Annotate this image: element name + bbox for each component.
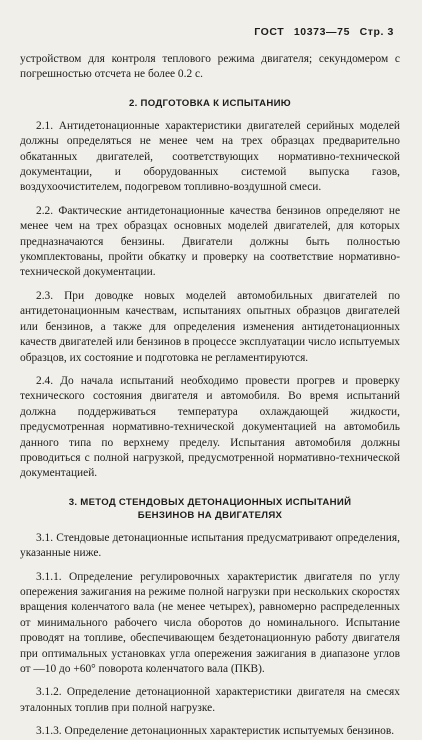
paragraph-2-1: 2.1. Антидетонационные характеристики двигателей серийных моделей должны определяться не менее чем на трех образцах предварительно обкатанных двигателей, соответствующих нормативно-технической документации, и оборудованных системой выпуска газов, воздухоочистителем, подогревом топливно-воздушной смеси. (20, 119, 400, 194)
page-header (248, 26, 394, 38)
paragraph-3-1-1: 3.1.1. Определение регулировочных характеристик двигателя по углу опережения зажигания на режиме полной нагрузки при нескольких скоростях вращения коленчатого вала (не менее четырех), равномерно распределенных от минимального рабочего числа оборотов до номинального. Испытание проводят на топливе, обеспечивающем бездетонационную работу двигателя при оптимальных установках угла опережения зажигания в диапазоне углов от —10 до +60° поворота коленчатого вала (ПКВ). (20, 570, 400, 675)
paragraph-2-4: 2.4. До начала испытаний необходимо провести прогрев и проверку технического состояния двигателя и автомобиля. Во время испытаний должна поддерживаться температура охлаждающей жидкости, предусмотренная нормативно-технической документацией на автомобиль данного типа по верхнему пределу. Испытания автомобиля должны проводиться с полной нагрузкой, предусмотренной нормативно-технической документацией. (20, 374, 400, 480)
section-2-heading: 2. ПОДГОТОВКА К ИСПЫТАНИЮ (128, 97, 291, 109)
paragraph-3-1-2: 3.1.2. Определение детонационной характеристики двигателя на смесях эталонных топлив при полной нагрузке. (20, 686, 400, 714)
document-body (20, 52, 400, 740)
paragraph-3-1-3: 3.1.3. Определение детонационных характеристик испытуемых бензинов. (36, 725, 395, 738)
section-3-heading: 3. МЕТОД СТЕНДОВЫХ ДЕТОНАЦИОННЫХ ИСПЫТАНИЙ БЕНЗИНОВ НА ДВИГАТЕЛЯХ (68, 496, 352, 521)
standard-label: ГОСТ (254, 26, 285, 38)
intro-paragraph: устройством для контроля теплового режима двигателя; секундомером с погрешностью отсчета не более 0.2 с. (20, 53, 400, 81)
page-number: Стр. 3 (359, 26, 394, 38)
paragraph-2-2: 2.2. Фактические антидетонационные качества бензинов определяют не менее чем на трех образцах основных моделей двигателей, для которых предназначаются бензины. Двигатели должны быть полностью укомплектованы, пройти обкатку и проверку на соответствие нормативно-технической документации. (20, 204, 400, 279)
paragraph-2-3: 2.3. При доводке новых моделей автомобильных двигателей по антидетонационным качествам, испытаниях опытных образцов двигателей или бензинов, а также для определения изменения антидетонационных качеств двигателей или бензинов в процессе эксплуатации число испытуемых образцов, их состояние и подготовка не регламентируются. (20, 289, 400, 364)
standard-number: 10373—75 (293, 26, 351, 38)
paragraph-3-1: 3.1. Стендовые детонационные испытания предусматривают определения, указанные ниже. (20, 531, 400, 560)
